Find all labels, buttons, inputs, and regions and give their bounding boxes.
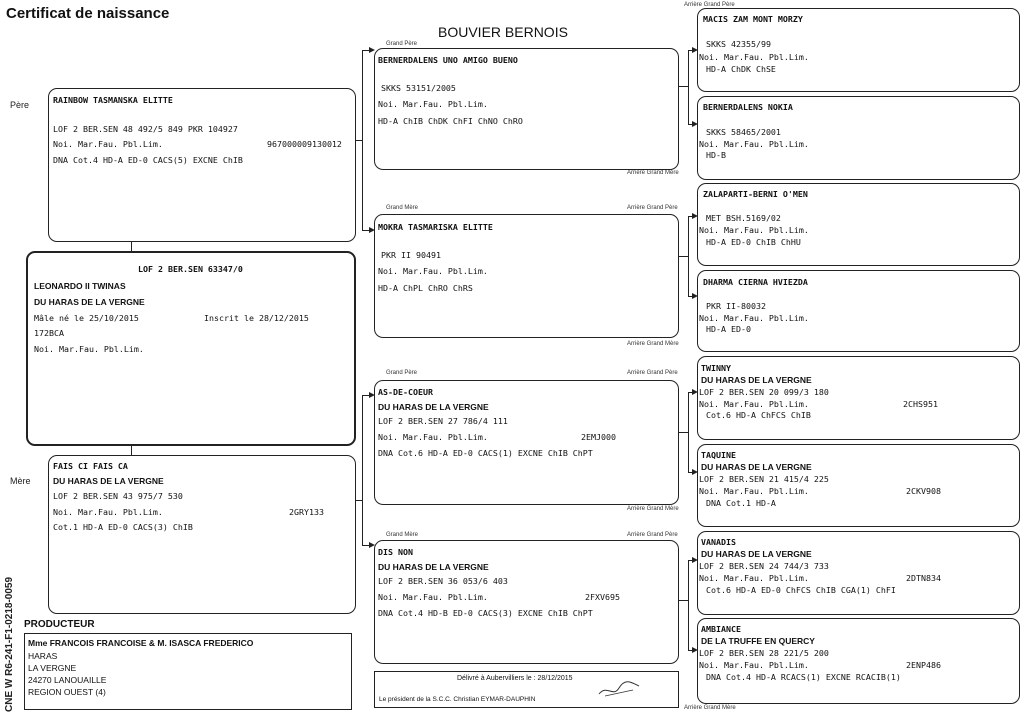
ggp-colour: Noi. Mar.Fau. Pbl.Lim. bbox=[699, 52, 809, 62]
ggp-affix: DE LA TRUFFE EN QUERCY bbox=[701, 636, 815, 646]
gp3-chip: 2EMJ000 bbox=[581, 432, 616, 442]
grandmother-paternal-box bbox=[374, 214, 679, 338]
arriere-grand-pere-label: Arrière Grand Père bbox=[627, 532, 678, 538]
arriere-grand-mere-label: Arrière Grand Mère bbox=[627, 341, 679, 347]
producer-box bbox=[24, 633, 352, 710]
pere-label: Père bbox=[10, 100, 30, 110]
arriere-grand-pere-label: Arrière Grand Père bbox=[684, 2, 735, 8]
grand-pere-label: Grand Père bbox=[386, 41, 418, 47]
gp4-affix: DU HARAS DE LA VERGNE bbox=[378, 562, 489, 572]
gp1-health: HD-A ChIB ChDK ChFI ChNO ChRO bbox=[378, 116, 523, 126]
ggp-colour: Noi. Mar.Fau. Pbl.Lim. bbox=[699, 573, 809, 583]
gp3-colour: Noi. Mar.Fau. Pbl.Lim. bbox=[378, 432, 488, 442]
subject-registration: LOF 2 BER.SEN 63347/0 bbox=[138, 264, 243, 274]
great-grandparent-box bbox=[697, 183, 1020, 266]
connector-line bbox=[356, 500, 363, 501]
producer-line-3: 24270 LANOUAILLE bbox=[28, 675, 107, 685]
ggp-colour: Noi. Mar.Fau. Pbl.Lim. bbox=[699, 486, 809, 496]
producer-line-2: LA VERGNE bbox=[28, 663, 77, 673]
great-grandparent-box bbox=[697, 270, 1020, 352]
producer-name: Mme FRANCOIS FRANCOISE & M. ISASCA FREDERICO bbox=[28, 638, 254, 648]
connector-line bbox=[688, 560, 689, 650]
mother-name: FAIS CI FAIS CA bbox=[53, 461, 128, 471]
ggp-registration: MET BSH.5169/02 bbox=[706, 213, 781, 223]
ggp-registration: LOF 2 BER.SEN 21 415/4 225 bbox=[699, 474, 829, 484]
signature-text: Le président de la S.C.C. Christian EYMAR-DAUPHIN bbox=[379, 696, 536, 703]
ggp-name: MACIS ZAM MONT MORZY bbox=[703, 14, 803, 24]
ggp-chip: 2CHS951 bbox=[903, 399, 938, 409]
ggp-name: VANADIS bbox=[701, 537, 736, 547]
ggp-name: TWINNY bbox=[701, 363, 731, 373]
ggp-health: Cot.6 HD-A ChFCS ChIB bbox=[706, 410, 811, 420]
great-grandparent-box bbox=[697, 531, 1020, 615]
ggp-registration: SKKS 58465/2001 bbox=[706, 127, 781, 137]
father-health: DNA Cot.4 HD-A ED-0 CACS(5) EXCNE ChIB bbox=[53, 155, 243, 165]
gp2-registration: PKR II 90491 bbox=[381, 250, 441, 260]
ggp-health: Cot.6 HD-A ED-0 ChFCS ChIB CGA(1) ChFI bbox=[706, 585, 896, 595]
producer-line-1: HARAS bbox=[28, 651, 58, 661]
ggp-health: HD-B bbox=[706, 150, 726, 160]
great-grandparent-box bbox=[697, 8, 1020, 92]
ggp-registration: PKR II-80032 bbox=[706, 301, 766, 311]
producer-heading: PRODUCTEUR bbox=[24, 619, 95, 630]
ggp-registration: SKKS 42355/99 bbox=[706, 39, 771, 49]
certificate-title: Certificat de naissance bbox=[6, 5, 170, 22]
gp2-name: MOKRA TASMARISKA ELITTE bbox=[378, 222, 493, 232]
arriere-grand-mere-label: Arrière Grand Mère bbox=[627, 506, 679, 512]
father-colour: Noi. Mar.Fau. Pbl.Lim. bbox=[53, 139, 163, 149]
arriere-grand-mere-label: Arrière Grand Mère bbox=[684, 705, 736, 711]
arriere-grand-pere-label: Arrière Grand Père bbox=[627, 205, 678, 211]
subject-name: LEONARDO II TWINAS bbox=[34, 281, 126, 291]
father-box bbox=[48, 88, 356, 242]
ggp-registration: LOF 2 BER.SEN 20 099/3 180 bbox=[699, 387, 829, 397]
connector-line bbox=[679, 256, 689, 257]
ggp-name: ZALAPARTI-BERNI O'MEN bbox=[703, 189, 808, 199]
grandfather-paternal-box bbox=[374, 48, 679, 170]
connector-line bbox=[679, 432, 689, 433]
arriere-grand-pere-label: Arrière Grand Père bbox=[627, 370, 678, 376]
ggp-affix: DU HARAS DE LA VERGNE bbox=[701, 375, 812, 385]
ggp-colour: Noi. Mar.Fau. Pbl.Lim. bbox=[699, 313, 809, 323]
ggp-affix: DU HARAS DE LA VERGNE bbox=[701, 549, 812, 559]
breed-title: BOUVIER BERNOIS bbox=[438, 24, 568, 40]
mother-chip: 2GRY133 bbox=[289, 507, 324, 517]
subject-id: 172BCA bbox=[34, 328, 64, 338]
connector-line bbox=[131, 241, 132, 251]
gp1-name: BERNERDALENS UNO AMIGO BUENO bbox=[378, 55, 518, 65]
great-grandparent-box bbox=[697, 96, 1020, 180]
gp3-health: DNA Cot.6 HD-A ED-0 CACS(1) EXCNE ChIB ChPT bbox=[378, 448, 593, 458]
ggp-health: HD-A ChDK ChSE bbox=[706, 64, 776, 74]
mother-registration: LOF 2 BER.SEN 43 975/7 530 bbox=[53, 491, 183, 501]
signature-icon bbox=[597, 678, 641, 700]
ggp-colour: Noi. Mar.Fau. Pbl.Lim. bbox=[699, 225, 809, 235]
subject-inscrit: Inscrit le 28/12/2015 bbox=[204, 313, 309, 323]
ggp-name: BERNERDALENS NOKIA bbox=[703, 102, 793, 112]
gp3-affix: DU HARAS DE LA VERGNE bbox=[378, 402, 489, 412]
great-grandparent-box bbox=[697, 618, 1020, 704]
grand-mere-label: Grand Mère bbox=[386, 532, 419, 538]
great-grandparent-box bbox=[697, 444, 1020, 527]
gp1-registration: SKKS 53151/2005 bbox=[381, 83, 456, 93]
ggp-name: AMBIANCE bbox=[701, 624, 741, 634]
ggp-name: DHARMA CIERNA HVIEZDA bbox=[703, 277, 808, 287]
grandfather-maternal-box bbox=[374, 380, 679, 505]
ggp-health: HD-A ED-0 ChIB ChHU bbox=[706, 237, 801, 247]
gp1-colour: Noi. Mar.Fau. Pbl.Lim. bbox=[378, 99, 488, 109]
grand-mere-label: Grand Mère bbox=[386, 205, 419, 211]
father-name: RAINBOW TASMANSKA ELITTE bbox=[53, 95, 173, 105]
ggp-chip: 2ENP486 bbox=[906, 660, 941, 670]
ggp-registration: LOF 2 BER.SEN 24 744/3 733 bbox=[699, 561, 829, 571]
gp2-health: HD-A ChPL ChRO ChRS bbox=[378, 283, 473, 293]
gp4-colour: Noi. Mar.Fau. Pbl.Lim. bbox=[378, 592, 488, 602]
mother-colour: Noi. Mar.Fau. Pbl.Lim. bbox=[53, 507, 163, 517]
gp4-registration: LOF 2 BER.SEN 36 053/6 403 bbox=[378, 576, 508, 586]
ggp-health: HD-A ED-0 bbox=[706, 324, 751, 334]
connector-line bbox=[679, 86, 689, 87]
connector-line bbox=[356, 140, 363, 141]
connector-line bbox=[679, 600, 689, 601]
subject-colour: Noi. Mar.Fau. Pbl.Lim. bbox=[34, 344, 144, 354]
delivery-text: Délivré à Aubervilliers le : 28/12/2015 bbox=[457, 675, 573, 682]
producer-line-4: REGION OUEST (4) bbox=[28, 687, 106, 697]
arriere-grand-mere-label: Arrière Grand Mère bbox=[627, 170, 679, 176]
gp3-name: AS-DE-COEUR bbox=[378, 387, 433, 397]
ggp-health: DNA Cot.1 HD-A bbox=[706, 498, 776, 508]
gp4-name: DIS NON bbox=[378, 547, 413, 557]
ggp-health: DNA Cot.4 HD-A RCACS(1) EXCNE RCACIB(1) bbox=[706, 672, 901, 682]
ggp-name: TAQUINE bbox=[701, 450, 736, 460]
gp4-health: DNA Cot.4 HD-B ED-0 CACS(3) EXCNE ChIB ChPT bbox=[378, 608, 593, 618]
gp3-registration: LOF 2 BER.SEN 27 786/4 111 bbox=[378, 416, 508, 426]
subject-affix: DU HARAS DE LA VERGNE bbox=[34, 297, 145, 307]
grand-pere-label: Grand Père bbox=[386, 370, 418, 376]
ggp-affix: DU HARAS DE LA VERGNE bbox=[701, 462, 812, 472]
gp4-chip: 2FXV695 bbox=[585, 592, 620, 602]
mere-label: Mère bbox=[10, 476, 31, 486]
connector-line bbox=[362, 395, 363, 545]
great-grandparent-box bbox=[697, 356, 1020, 440]
grandmother-maternal-box bbox=[374, 540, 679, 664]
ggp-registration: LOF 2 BER.SEN 28 221/5 200 bbox=[699, 648, 829, 658]
connector-line bbox=[131, 445, 132, 455]
delivery-box bbox=[374, 671, 679, 708]
father-registration: LOF 2 BER.SEN 48 492/5 849 PKR 104927 bbox=[53, 124, 238, 134]
ggp-chip: 2CKV908 bbox=[906, 486, 941, 496]
ggp-chip: 2DTN834 bbox=[906, 573, 941, 583]
ggp-colour: Noi. Mar.Fau. Pbl.Lim. bbox=[699, 660, 809, 670]
ggp-colour: Noi. Mar.Fau. Pbl.Lim. bbox=[699, 399, 809, 409]
mother-box bbox=[48, 455, 356, 614]
gp2-colour: Noi. Mar.Fau. Pbl.Lim. bbox=[378, 266, 488, 276]
mother-health: Cot.1 HD-A ED-0 CACS(3) ChIB bbox=[53, 522, 193, 532]
father-chip: 967000009130012 bbox=[267, 139, 342, 149]
subject-box bbox=[26, 251, 356, 446]
subject-birth: Mâle né le 25/10/2015 bbox=[34, 313, 139, 323]
mother-affix: DU HARAS DE LA VERGNE bbox=[53, 476, 164, 486]
side-code: CNE W R6-241-F1-0218-0059 bbox=[4, 576, 15, 712]
ggp-colour: Noi. Mar.Fau. Pbl.Lim. bbox=[699, 139, 809, 149]
